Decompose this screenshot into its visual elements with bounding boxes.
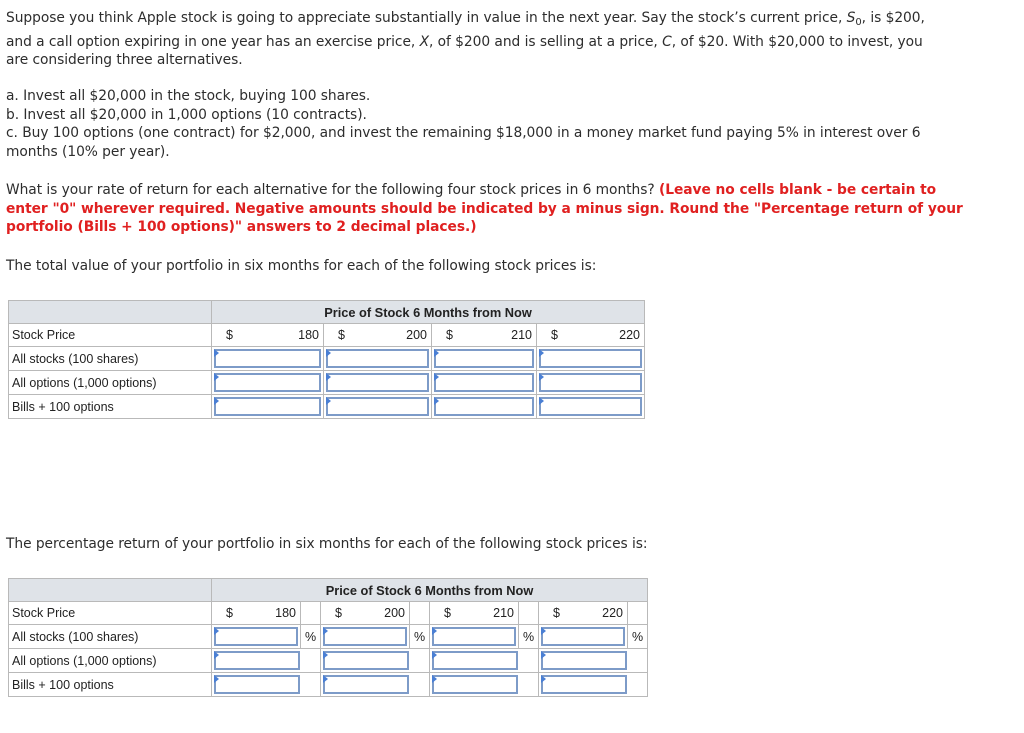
input-flag-icon (214, 651, 219, 659)
table1-header: Price of Stock 6 Months from Now (212, 301, 645, 324)
input-flag-icon (434, 349, 439, 357)
value-all-options-200-input[interactable] (326, 373, 429, 392)
value-all-stocks-180-input[interactable] (214, 349, 321, 368)
return-all-options-210-input[interactable] (432, 651, 518, 670)
price-220: $ 220 (537, 324, 645, 347)
input-flag-icon (541, 675, 546, 683)
return-all-stocks-210-input[interactable] (432, 627, 516, 646)
intro-paragraph: Suppose you think Apple stock is going to appreciate substantially in value in the next year. Say the stock’s current price, $S_0$, is $200, and a call option expiring in one year has an exercise price, X, of $200 and is selling at a price, C, of $20. With $20,000 to invest, you are considering three alternatives. (6, 10, 925, 69)
input-flag-icon (541, 627, 546, 635)
input-flag-icon (326, 373, 331, 381)
value-all-options-180-input[interactable] (214, 373, 321, 392)
percent-sign: % (628, 625, 648, 649)
table1-caption: The total value of your portfolio in six months for each of the following stock prices is: (6, 258, 597, 274)
value-bills-options-200-input[interactable] (326, 397, 429, 416)
return-all-stocks-180-input[interactable] (214, 627, 298, 646)
input-flag-icon (539, 349, 544, 357)
return-all-options-220-input[interactable] (541, 651, 627, 670)
row-label-all-options: All options (1,000 options) (9, 371, 212, 395)
value-bills-options-180-input[interactable] (214, 397, 321, 416)
input-flag-icon (432, 651, 437, 659)
price-220: $ 220 (539, 602, 628, 625)
price-180: $ 180 (212, 602, 301, 625)
input-flag-icon (434, 397, 439, 405)
return-bills-options-200-input[interactable] (323, 675, 409, 694)
input-flag-icon (541, 651, 546, 659)
percentage-return-table (8, 578, 648, 697)
table2-caption: The percentage return of your portfolio in six months for each of the following stock prices is: (6, 536, 648, 552)
percent-sign: % (301, 625, 321, 649)
value-all-options-210-input[interactable] (434, 373, 534, 392)
return-all-options-180-input[interactable] (214, 651, 300, 670)
price-210: $ 210 (430, 602, 519, 625)
value-bills-options-220-input[interactable] (539, 397, 642, 416)
input-flag-icon (434, 373, 439, 381)
input-flag-icon (323, 675, 328, 683)
percent-sign: % (410, 625, 430, 649)
row-label-bills-options: Bills + 100 options (9, 673, 212, 697)
return-bills-options-220-input[interactable] (541, 675, 627, 694)
return-all-stocks-200-input[interactable] (323, 627, 407, 646)
row-label-all-options: All options (1,000 options) (9, 649, 212, 673)
input-flag-icon (326, 397, 331, 405)
row-label-stock-price: Stock Price (9, 602, 212, 625)
price-180: $ 180 (212, 324, 324, 347)
input-flag-icon (323, 651, 328, 659)
price-210: $ 210 (432, 324, 537, 347)
input-flag-icon (214, 675, 219, 683)
price-200: $ 200 (324, 324, 432, 347)
return-bills-options-210-input[interactable] (432, 675, 518, 694)
table2-header: Price of Stock 6 Months from Now (212, 579, 648, 602)
row-label-all-stocks: All stocks (100 shares) (9, 625, 212, 649)
value-all-stocks-210-input[interactable] (434, 349, 534, 368)
return-all-options-200-input[interactable] (323, 651, 409, 670)
portfolio-value-table (8, 300, 645, 419)
row-label-bills-options: Bills + 100 options (9, 395, 212, 419)
input-flag-icon (214, 627, 219, 635)
input-flag-icon (214, 397, 219, 405)
row-label-all-stocks: All stocks (100 shares) (9, 347, 212, 371)
value-all-stocks-200-input[interactable] (326, 349, 429, 368)
alternatives-list (6, 87, 996, 161)
price-200: $ 200 (321, 602, 410, 625)
value-all-stocks-220-input[interactable] (539, 349, 642, 368)
input-flag-icon (323, 627, 328, 635)
percent-sign: % (519, 625, 539, 649)
value-bills-options-210-input[interactable] (434, 397, 534, 416)
alternative-b: b. Invest all $20,000 in 1,000 options (10 contracts). (6, 106, 367, 123)
input-flag-icon (326, 349, 331, 357)
alternative-c-cont: months (10% per year). (6, 143, 170, 160)
input-flag-icon (214, 349, 219, 357)
input-flag-icon (214, 373, 219, 381)
value-all-options-220-input[interactable] (539, 373, 642, 392)
input-flag-icon (539, 397, 544, 405)
alternative-a: a. Invest all $20,000 in the stock, buying 100 shares. (6, 88, 371, 104)
row-label-stock-price: Stock Price (9, 324, 212, 347)
input-flag-icon (539, 373, 544, 381)
input-flag-icon (432, 627, 437, 635)
alternative-c: c. Buy 100 options (one contract) for $2,000, and invest the remaining $18,000 in a money market fund paying 5% in interest over 6 (6, 125, 921, 142)
return-bills-options-180-input[interactable] (214, 675, 300, 694)
return-all-stocks-220-input[interactable] (541, 627, 625, 646)
question-text: What is your rate of return for each alternative for the following four stock prices in 6 months? (Leave no cells blank - be certain to enter "0" wherever required. Negative amounts should be indicated by a minus sign. Round the "Percentage return of your portfolio (Bills + 100 options)" answers to 2 decimal places.) (6, 182, 963, 236)
input-flag-icon (432, 675, 437, 683)
